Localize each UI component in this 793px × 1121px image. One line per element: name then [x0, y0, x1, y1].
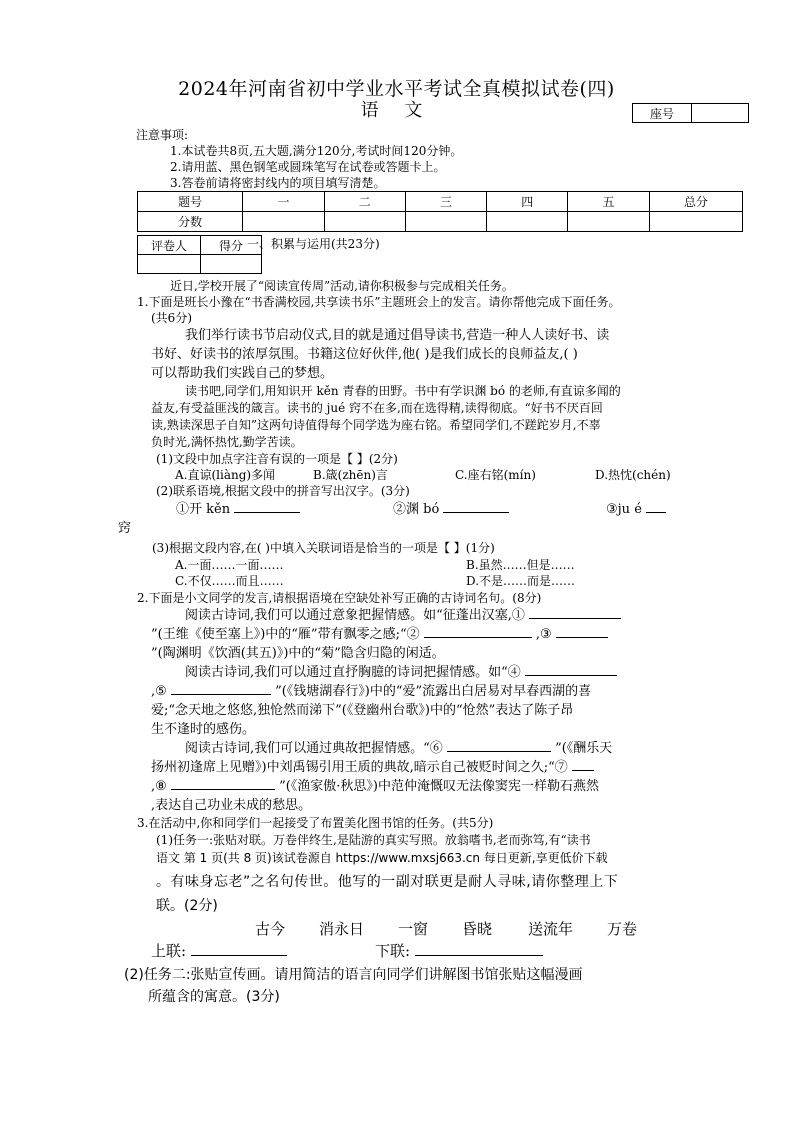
question-2: 2.下面是小文同学的发言,请根据语境在空缺处补写正确的古诗词名句。(8分)	[137, 591, 542, 605]
answer-blank[interactable]	[424, 637, 532, 638]
question-1-2: (2)联系语境,根据文段中的拼音写出汉字。(3分)	[156, 484, 410, 498]
score-cell[interactable]	[324, 212, 405, 232]
answer-blank[interactable]	[447, 751, 551, 752]
poem-text: ”(《钱塘湖春行》)中的“爱”流露出白居易对早春西湖的喜	[275, 684, 592, 699]
poem-text: ,③	[535, 627, 552, 642]
passage-line: 可以帮助我们实践自己的梦想。	[151, 366, 334, 381]
poem-text: ,⑧	[151, 779, 167, 794]
poem-line: 爱;“念天地之悠悠,独怆然而涕下”(《登幽州台歌》)中的“怆然”表达了陈子昂	[151, 703, 574, 718]
score-header-cell: 四	[487, 192, 568, 212]
upper-couplet-line	[151, 940, 287, 961]
score-row-label: 分数	[138, 212, 243, 232]
poem-text: 阅读古诗词,我们可以通过典故把握情感。“⑥	[185, 741, 443, 756]
option-c[interactable]: C.座右铭(mín)	[455, 468, 536, 482]
couplet-word: 昏晓	[462, 920, 493, 938]
answer-blank[interactable]	[572, 770, 594, 771]
score-cell[interactable]	[649, 212, 742, 232]
poem-line	[151, 626, 608, 643]
poem-text: ”(《酬乐天	[555, 741, 613, 756]
question-3-2: (2)任务二:张贴宣传画。请用简洁的语言向同学们讲解图书馆张贴这幅漫画	[124, 967, 583, 983]
lower-couplet-blank[interactable]	[415, 955, 543, 956]
question-3-2-cont: 所蕴含的寓意。(3分)	[148, 989, 280, 1005]
answer-blank[interactable]	[525, 675, 617, 676]
passage-line: 负时光,满怀热忱,勤学苦读。	[151, 435, 303, 449]
poem-text: ”(《渔家傲·秋思》)中范仲淹慨叹无法像窦宪一样勒石燕然	[279, 779, 600, 794]
poem-line	[151, 759, 594, 776]
lower-couplet-label: 下联:	[375, 942, 411, 960]
option-a[interactable]: A.一面……一面……	[175, 558, 284, 572]
couplet-word: 一窗	[398, 920, 429, 938]
option-d[interactable]: D.不是……而是……	[466, 574, 576, 588]
poem-line: ,表达自己功业未成的愁思。	[151, 798, 312, 813]
page-footer: 语文 第 1 页(共 8 页)该试卷源自 https://www.mxsj663.cn 每日更新,享更低价下载	[156, 851, 608, 865]
upper-couplet-label: 上联:	[151, 942, 187, 960]
question-1-3: (3)根据文段内容,在( )中填入关联词语是恰当的一项是【 】(1分)	[152, 541, 495, 555]
subject-title: 语 文	[360, 100, 433, 121]
score-cell[interactable]	[201, 255, 262, 274]
lower-couplet-line	[375, 940, 543, 961]
score-table	[137, 191, 743, 232]
poem-text: 阅读古诗词,我们可以通过直抒胸臆的诗词把握情感。如“④	[185, 665, 521, 680]
answer-blank[interactable]	[443, 512, 509, 513]
passage-line: 读书吧,同学们,用知识开 kěn 青春的田野。书中有学识渊 bó 的老师,有直谅多闻的	[185, 384, 621, 398]
answer-blank[interactable]	[529, 618, 621, 619]
seat-input[interactable]	[692, 104, 749, 123]
couplet-word: 消永日	[319, 920, 365, 938]
question-3-1-cont: 。有味身忘老”之名句传世。他写的一副对联更是耐人寻味,请你整理上下	[156, 874, 619, 890]
couplet-word: 送流年	[528, 920, 574, 938]
score-header-cell: 总分	[649, 192, 742, 212]
notes-heading: 注意事项:	[136, 128, 189, 142]
passage-line: 我们举行读书节启动仪式,目的就是通过倡导读书,营造一种人人读好书、读	[185, 328, 610, 343]
pinyin-label: ①开 kěn	[176, 502, 231, 517]
poem-line	[185, 740, 612, 757]
poem-line: 生不逢时的感伤。	[151, 722, 256, 737]
score-label: 得分	[201, 236, 262, 255]
poem-line: ”(陶渊明《饮酒(其五)》)中的“菊”隐含归隐的闲适。	[151, 646, 445, 661]
question-3: 3.在活动中,你和同学们一起接受了布置美化图书馆的任务。(共5分)	[137, 816, 494, 830]
option-c[interactable]: C.不仅……而且……	[175, 574, 284, 588]
exam-title: 2024年河南省初中学业水平考试全真模拟试卷(四)	[178, 78, 615, 100]
option-a[interactable]: A.直谅(liàng)多闻	[175, 468, 276, 482]
seat-number-box	[632, 103, 749, 123]
poem-text: ”(王维《使至塞上》)中的“雁”带有飘零之感;“②	[151, 627, 420, 642]
notes-item-3: 3.答卷前请将密封线内的项目填写清楚。	[170, 176, 386, 190]
score-header-cell: 二	[324, 192, 405, 212]
passage-line: 益友,有受益匪浅的箴言。读书的 jué 窍不在多,而在选得精,读得彻底。“好书不厌百回	[151, 401, 603, 415]
grader-cell[interactable]	[138, 255, 201, 274]
upper-couplet-blank[interactable]	[191, 955, 287, 956]
question-3-1: (1)任务一:张贴对联。万卷伴终生,是陆游的真实写照。放翁嗜书,老而弥笃,有“读书	[156, 833, 591, 847]
poem-line	[151, 778, 599, 795]
pinyin-item-2	[393, 501, 509, 518]
grader-box	[137, 235, 262, 274]
answer-blank[interactable]	[646, 512, 666, 513]
answer-blank[interactable]	[556, 637, 608, 638]
activity-intro: 近日,学校开展了“阅读宣传周”活动,请你积极参与完成相关任务。	[170, 279, 514, 293]
score-header-cell: 五	[568, 192, 649, 212]
poem-text: ,⑤	[151, 684, 167, 699]
poem-line	[185, 664, 617, 681]
score-header-cell: 一	[243, 192, 324, 212]
pinyin-label: ②渊 bó	[393, 502, 440, 517]
score-cell[interactable]	[487, 212, 568, 232]
score-cell[interactable]	[243, 212, 324, 232]
poem-line	[151, 683, 591, 700]
couplet-word: 万卷	[607, 920, 638, 938]
option-b[interactable]: B.箴(zhēn)言	[313, 468, 388, 482]
notes-item-1: 1.本试卷共8页,五大题,满分120分,考试时间120分钟。	[170, 144, 463, 158]
grader-label: 评卷人	[138, 236, 201, 255]
pinyin-label: ③ju é	[606, 502, 642, 517]
question-3-1-cont: 联。(2分)	[156, 898, 218, 914]
poem-text: 阅读古诗词,我们可以通过意象把握情感。如“征蓬出汉塞,①	[185, 608, 525, 623]
section-heading: 一、积累与运用(共23分)	[247, 237, 380, 251]
question-1: 1.下面是班长小豫在“书香满校园,共享读书乐”主题班会上的发言。请你帮他完成下面任务。	[137, 295, 621, 309]
question-1-points: (共6分)	[151, 311, 192, 325]
couplet-word: 古今	[255, 920, 286, 938]
score-header-cell: 三	[405, 192, 486, 212]
poem-text: 扬州初逢席上见赠》)中刘禹锡引用王质的典故,暗示自己被贬时间之久;“⑦	[151, 760, 568, 775]
answer-blank[interactable]	[171, 789, 275, 790]
pinyin-item-1	[176, 501, 300, 518]
option-d[interactable]: D.热忱(chén)	[595, 468, 671, 482]
score-header-cell: 题号	[138, 192, 243, 212]
passage-line: 读,熟读深思子自知”这两句诗值得每个同学选为座右铭。希望同学们,不蹉跎岁月,不辜	[151, 418, 601, 432]
question-1-1: (1)文段中加点字注音有误的一项是【 】(2分)	[156, 452, 398, 466]
score-cell[interactable]	[405, 212, 486, 232]
pinyin-item-3	[606, 501, 666, 518]
pinyin-wrap-char: 窍	[118, 521, 132, 536]
seat-label: 座号	[633, 104, 692, 123]
answer-blank[interactable]	[234, 512, 300, 513]
option-b[interactable]: B.虽然……但是……	[466, 558, 575, 572]
score-cell[interactable]	[568, 212, 649, 232]
passage-line: 书好、好读书的浓厚氛围。书籍这位好伙伴,他( )是我们成长的良师益友,( )	[151, 347, 578, 362]
poem-line	[185, 607, 621, 624]
answer-blank[interactable]	[171, 694, 271, 695]
notes-item-2: 2.请用蓝、黑色钢笔或圆珠笔写在试卷或答题卡上。	[170, 160, 446, 174]
